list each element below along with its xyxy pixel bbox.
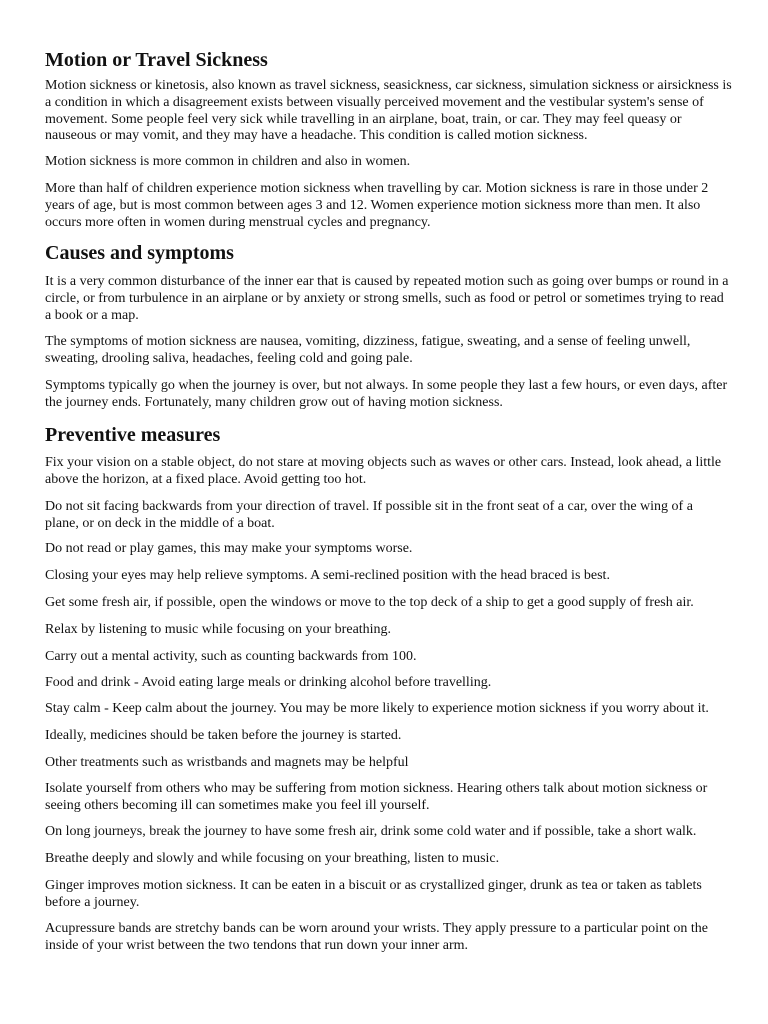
section-heading: Preventive measures (45, 424, 221, 446)
paragraph-line: circle, or from turbulence in an airplane or by anxiety or strong smells, such as food or petrol or sometimes trying to read (45, 290, 724, 306)
paragraph (45, 181, 708, 231)
paragraph (45, 781, 707, 815)
paragraph (45, 701, 709, 718)
paragraph-line: sweating, drooling saliva, headaches, feeling cold and going pale. (45, 350, 413, 366)
paragraph-line: Motion sickness is more common in children and also in women. (45, 154, 411, 169)
paragraph-line: Fix your vision on a stable object, do not stare at moving objects such as waves or other cars. Instead, look ahead, a little (45, 455, 722, 470)
paragraph-line: Get some fresh air, if possible, open the windows or move to the top deck of a ship to get a good supply of fresh air. (45, 595, 694, 610)
paragraph-line: occurs more often in women during menstrual cycles and pregnancy. (45, 214, 431, 230)
paragraph-line: Acupressure bands are stretchy bands can be worn around your wrists. They apply pressure to a particular point on the (45, 921, 708, 936)
paragraph (45, 649, 417, 666)
paragraph (45, 499, 693, 533)
paragraph (45, 675, 491, 692)
paragraph-line: the journey ends. Fortunately, many children grow out of having motion sickness. (45, 394, 503, 410)
paragraph-line: nauseous or may vomit, and they may have a headache. This condition is called motion sickness. (45, 128, 588, 144)
paragraph-line: Stay calm - Keep calm about the journey. You may be more likely to experience motion sickness if you worry about it. (45, 701, 709, 716)
paragraph-line: inside of your wrist between the two tendons that run down your inner arm. (45, 937, 469, 953)
paragraph-line: Isolate yourself from others who may be suffering from motion sickness. Hearing others talk about motion sickness or (45, 781, 708, 796)
paragraph-line: Closing your eyes may help relieve symptoms. A semi-reclined position with the head braced is best. (45, 568, 610, 583)
paragraph-line: above the horizon, at a fixed place. Avoid getting too hot. (45, 471, 367, 487)
paragraph (45, 595, 694, 612)
paragraph (45, 455, 721, 489)
paragraph (45, 274, 728, 324)
paragraph-line: movement. Some people feel very sick while travelling in an airplane, boat, train, or car. They may feel queasy or (45, 111, 682, 127)
paragraph (45, 568, 610, 585)
paragraph (45, 334, 690, 368)
paragraph-line: It is a very common disturbance of the inner ear that is caused by repeated motion such as going over bumps or round in a (45, 274, 729, 289)
paragraph (45, 755, 409, 772)
paragraph-line: Carry out a mental activity, such as counting backwards from 100. (45, 649, 417, 664)
section-heading: Causes and symptoms (45, 242, 234, 264)
paragraph-line: Relax by listening to music while focusing on your breathing. (45, 622, 392, 637)
paragraph (45, 824, 696, 841)
paragraph-line: Symptoms typically go when the journey is over, but not always. In some people they last a few hours, or even days, after (45, 378, 728, 393)
paragraph-line: Food and drink - Avoid eating large meals or drinking alcohol before travelling. (45, 675, 492, 690)
paragraph-line: On long journeys, break the journey to have some fresh air, drink some cold water and if possible, take a short walk. (45, 824, 697, 839)
paragraph-line: seeing others becoming ill can sometimes make you feel ill yourself. (45, 797, 430, 813)
paragraph (45, 728, 401, 745)
paragraph-line: plane, or on deck in the middle of a boat. (45, 515, 275, 531)
paragraph (45, 78, 732, 145)
paragraph-line: years of age, but is most common between ages 3 and 12. Women experience motion sickness more than men. It also (45, 197, 701, 213)
paragraph (45, 878, 702, 912)
paragraph (45, 378, 727, 412)
paragraph-line: Breathe deeply and slowly and while focusing on your breathing, listen to music. (45, 851, 500, 866)
paragraph-line: More than half of children experience motion sickness when travelling by car. Motion sickness is rare in those under 2 (45, 181, 709, 196)
paragraph-line: Do not sit facing backwards from your direction of travel. If possible sit in the front seat of a car, over the wing of a (45, 499, 693, 514)
paragraph (45, 154, 410, 171)
paragraph (45, 541, 412, 558)
paragraph-line: a condition in which a disagreement exists between visually perceived movement and the vestibular system's sense of (45, 94, 704, 110)
paragraph-line: before a journey. (45, 894, 140, 910)
paragraph-line: Other treatments such as wristbands and magnets may be helpful (45, 755, 409, 770)
paragraph-line: Motion sickness or kinetosis, also known as travel sickness, seasickness, car sickness, simulation sickness or airsickness is (45, 78, 732, 93)
paragraph-line: a book or a map. (45, 307, 139, 323)
paragraph-line: Do not read or play games, this may make your symptoms worse. (45, 541, 413, 556)
paragraph-line: Ginger improves motion sickness. It can be eaten in a biscuit or as crystallized ginger, drunk as tea or taken as tablets (45, 878, 702, 893)
paragraph (45, 622, 391, 639)
paragraph (45, 921, 708, 955)
paragraph (45, 851, 499, 868)
paragraph-line: Ideally, medicines should be taken before the journey is started. (45, 728, 402, 743)
section-heading: Motion or Travel Sickness (45, 49, 268, 71)
paragraph-line: The symptoms of motion sickness are nausea, vomiting, dizziness, fatigue, sweating, and a sense of feeling unwell, (45, 334, 691, 349)
